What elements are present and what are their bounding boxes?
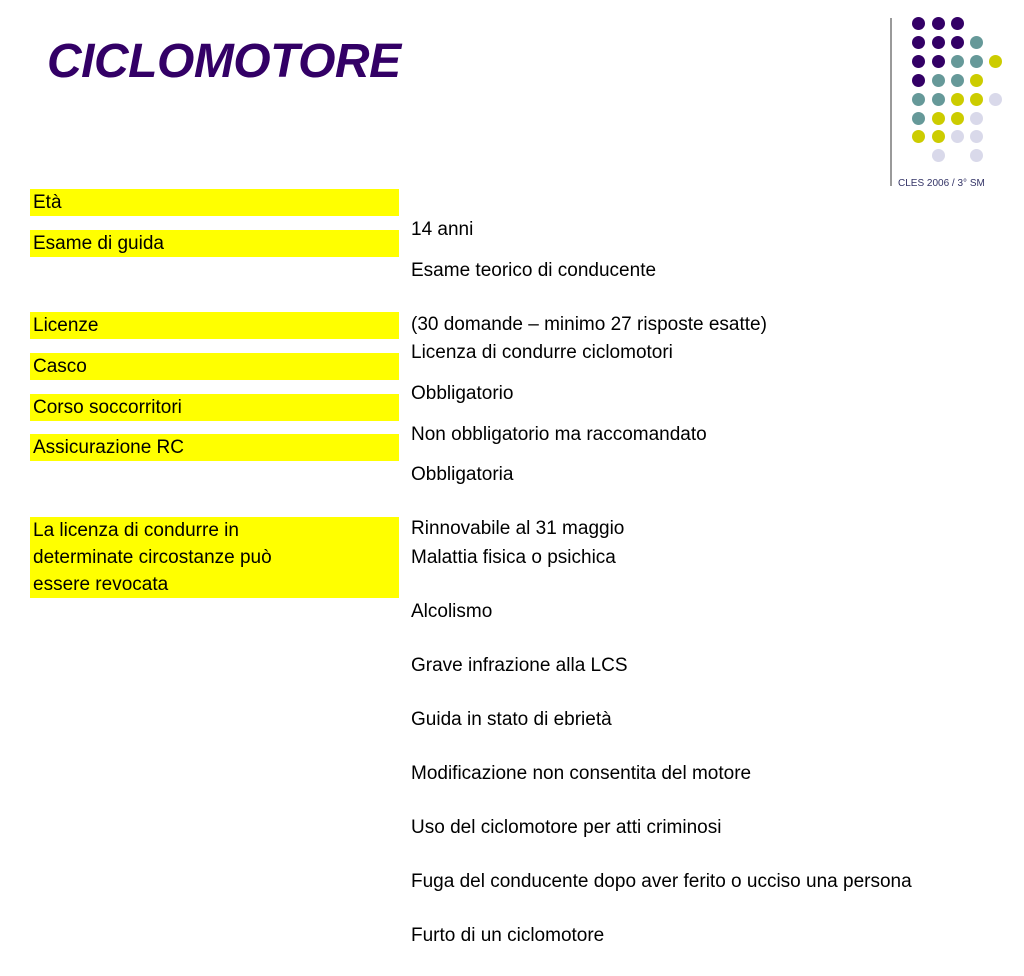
decorative-dot: [970, 149, 983, 162]
row-value-line: Guida in stato di ebrietà: [411, 709, 612, 730]
decorative-dot: [932, 93, 945, 106]
row-value-line: Non obbligatorio ma raccomandato: [411, 424, 707, 445]
row-label: Casco: [30, 353, 399, 380]
row-value-line: Uso del ciclomotore per atti criminosi: [411, 817, 722, 838]
decorative-dot: [989, 93, 1002, 106]
row-label: Età: [30, 189, 399, 216]
decorative-dot: [912, 17, 925, 30]
decorative-dot: [970, 55, 983, 68]
decorative-dot: [951, 55, 964, 68]
decorative-dot: [970, 36, 983, 49]
decorative-dot: [951, 130, 964, 143]
decorative-dot: [951, 93, 964, 106]
row-value: [411, 517, 1024, 976]
decorative-dot: [989, 55, 1002, 68]
decorative-dot: [932, 55, 945, 68]
decorative-dot: [951, 36, 964, 49]
decorative-dot: [912, 130, 925, 143]
decorative-dot: [970, 93, 983, 106]
decorative-dot: [932, 149, 945, 162]
decorative-dot: [912, 112, 925, 125]
row-value-line: Rinnovabile al 31 maggio: [411, 518, 625, 539]
row-value-line: Grave infrazione alla LCS: [411, 655, 628, 676]
row-value-line: Obbligatoria: [411, 464, 514, 485]
decorative-dot: [932, 74, 945, 87]
decorative-dot: [912, 36, 925, 49]
decorative-dot: [951, 74, 964, 87]
decorative-dot: [951, 112, 964, 125]
row-label: La licenza di condurre in determinate circostanze può essere revocata: [30, 517, 399, 598]
decorative-dot: [912, 55, 925, 68]
row-value-line: Alcolismo: [411, 601, 493, 622]
row-value-line: Obbligatorio: [411, 383, 514, 404]
row-value-line: Modificazione non consentita del motore: [411, 763, 752, 784]
decorative-dot: [912, 74, 925, 87]
slide-title: CICLOMOTORE: [47, 35, 401, 88]
decorative-dot: [970, 112, 983, 125]
row-label: Corso soccorritori: [30, 394, 399, 421]
decorative-dot: [932, 17, 945, 30]
decorative-dot-grid: [0, 0, 1024, 200]
decorative-dot: [970, 74, 983, 87]
decorative-dot: [932, 112, 945, 125]
row-value-line: (30 domande – minimo 27 risposte esatte): [411, 314, 767, 335]
row-value-line: Furto di un ciclomotore: [411, 925, 605, 946]
row-value-line: 14 anni: [411, 219, 474, 240]
row-label: Assicurazione RC: [30, 434, 399, 461]
row-value-line: Fuga del conducente dopo aver ferito o ucciso una persona: [411, 871, 912, 892]
row-value-line: Malattia fisica o psichica: [411, 547, 616, 568]
footer-tag: CLES 2006 / 3° SM: [898, 178, 985, 189]
row-value-line: Esame teorico di conducente: [411, 260, 657, 281]
decorative-dot: [970, 130, 983, 143]
decorative-dot: [912, 93, 925, 106]
decorative-dot: [951, 17, 964, 30]
decorative-divider-line: [890, 18, 892, 186]
row-value-line: Licenza di condurre ciclomotori: [411, 342, 673, 363]
decorative-dot: [932, 130, 945, 143]
row-label: Licenze: [30, 312, 399, 339]
row-label: Esame di guida: [30, 230, 399, 257]
decorative-dot: [932, 36, 945, 49]
